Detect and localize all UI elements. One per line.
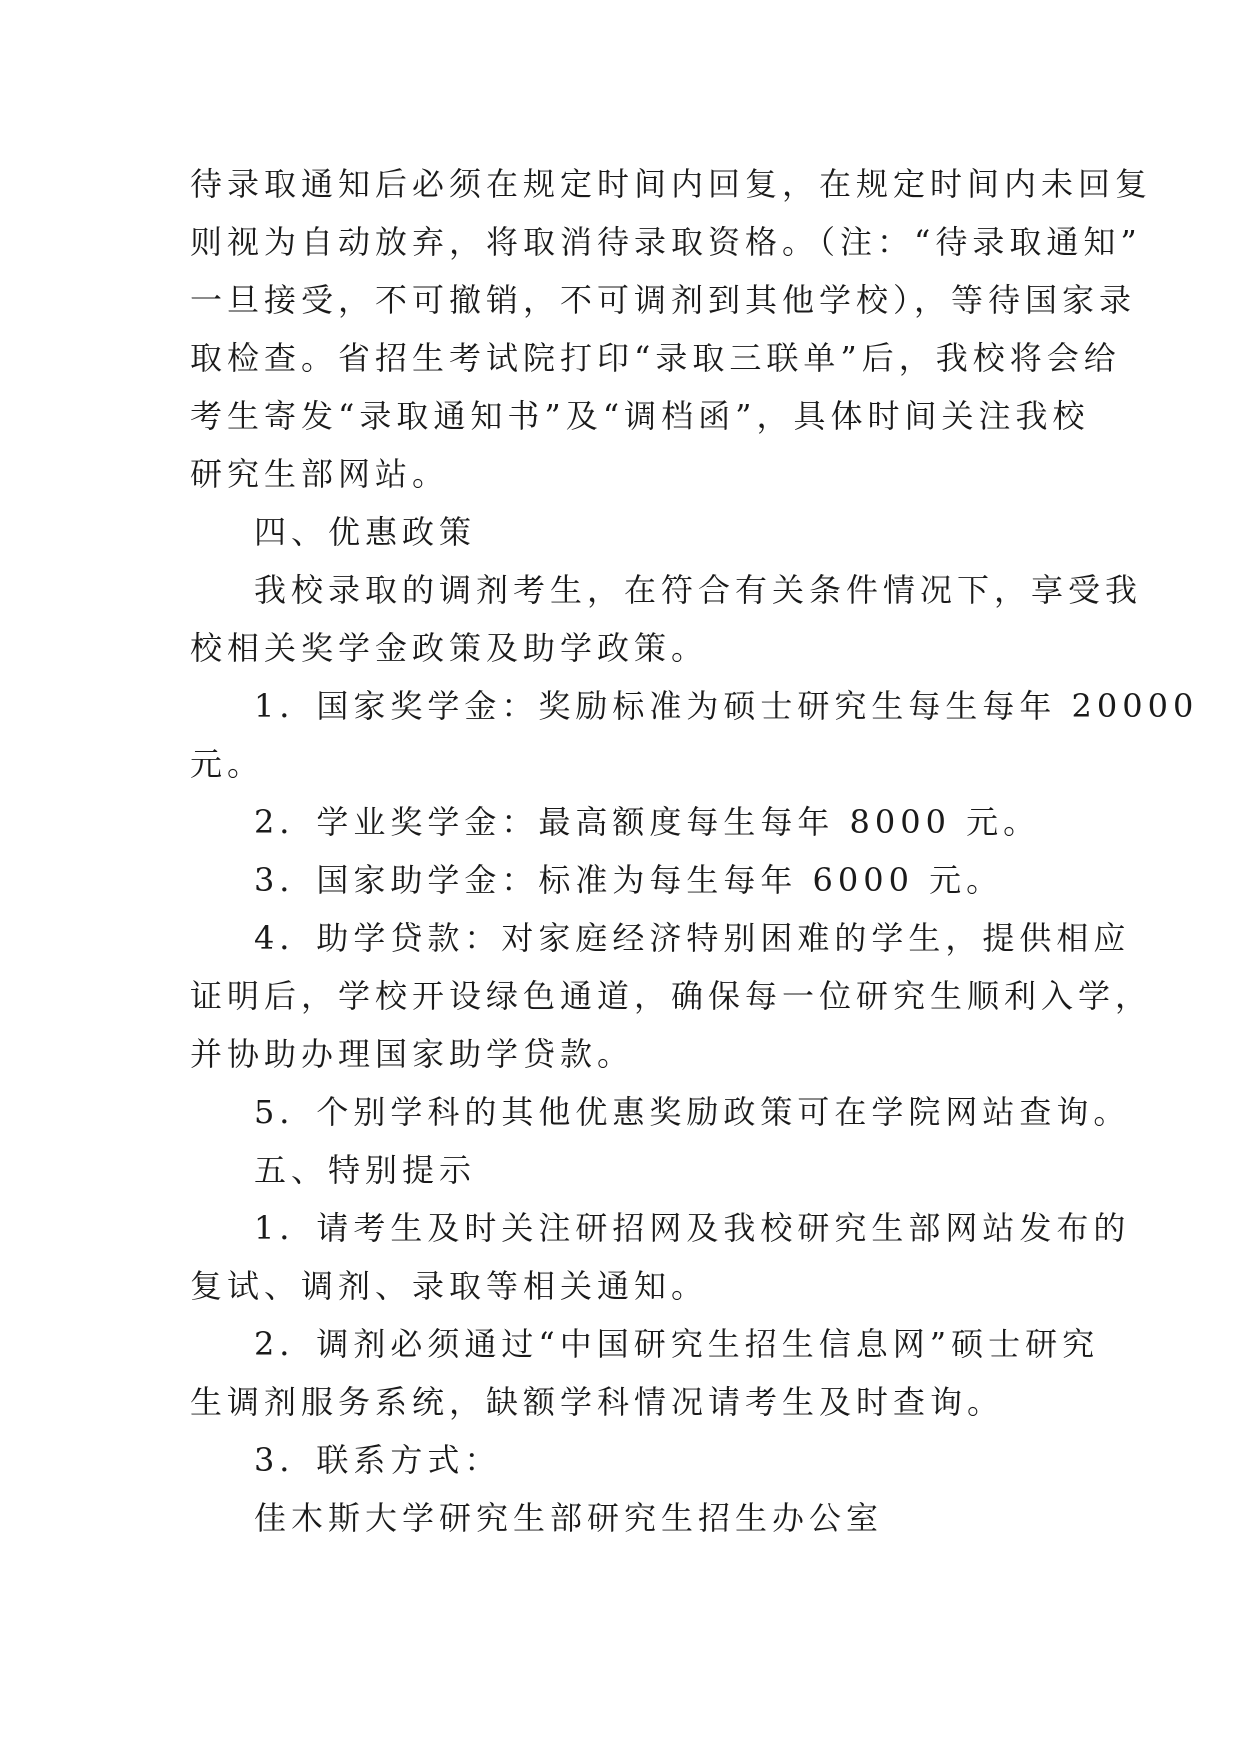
paragraph-line: 复试、调剂、录取等相关通知。 bbox=[190, 1267, 709, 1305]
paragraph-line: 生调剂服务系统，缺额学科情况请考生及时查询。 bbox=[190, 1383, 1005, 1421]
paragraph-line: 待录取通知后必须在规定时间内回复，在规定时间内未回复 bbox=[190, 165, 1153, 203]
paragraph-line: 元。 bbox=[190, 745, 265, 783]
paragraph-line: 并协助办理国家助学贷款。 bbox=[190, 1035, 635, 1073]
section-heading: 五、特别提示 bbox=[254, 1151, 477, 1189]
paragraph-line: 考生寄发“录取通知书”及“调档函”，具体时间关注我校 bbox=[190, 397, 1090, 435]
list-item: 1．国家奖学金：奖励标准为硕士研究生每生每年 20000 bbox=[254, 687, 1199, 725]
list-item: 3．联系方式： bbox=[254, 1441, 502, 1479]
paragraph-line: 校相关奖学金政策及助学政策。 bbox=[190, 629, 709, 667]
list-item: 3．国家助学金：标准为每生每年 6000 元。 bbox=[254, 861, 1004, 899]
list-item: 5．个别学科的其他优惠奖励政策可在学院网站查询。 bbox=[254, 1093, 1131, 1131]
paragraph-line: 研究生部网站。 bbox=[190, 455, 450, 493]
contact-office: 佳木斯大学研究生部研究生招生办公室 bbox=[254, 1499, 884, 1537]
paragraph-line: 取检查。省招生考试院打印“录取三联单”后，我校将会给 bbox=[190, 339, 1121, 377]
paragraph-line: 证明后，学校开设绿色通道，确保每一位研究生顺利入学， bbox=[190, 977, 1153, 1015]
paragraph-line: 则视为自动放弃，将取消待录取资格。（注：“待录取通知” bbox=[190, 223, 1142, 261]
paragraph-line: 一旦接受，不可撤销，不可调剂到其他学校），等待国家录 bbox=[190, 281, 1137, 319]
list-item: 2．调剂必须通过“中国研究生招生信息网”硕士研究 bbox=[254, 1325, 1100, 1363]
list-item: 1．请考生及时关注研招网及我校研究生部网站发布的 bbox=[254, 1209, 1131, 1247]
section-heading: 四、优惠政策 bbox=[254, 513, 477, 551]
list-item: 2．学业奖学金：最高额度每生每年 8000 元。 bbox=[254, 803, 1041, 841]
paragraph-line: 我校录取的调剂考生，在符合有关条件情况下，享受我 bbox=[254, 571, 1143, 609]
list-item: 4．助学贷款：对家庭经济特别困难的学生，提供相应 bbox=[254, 919, 1131, 957]
